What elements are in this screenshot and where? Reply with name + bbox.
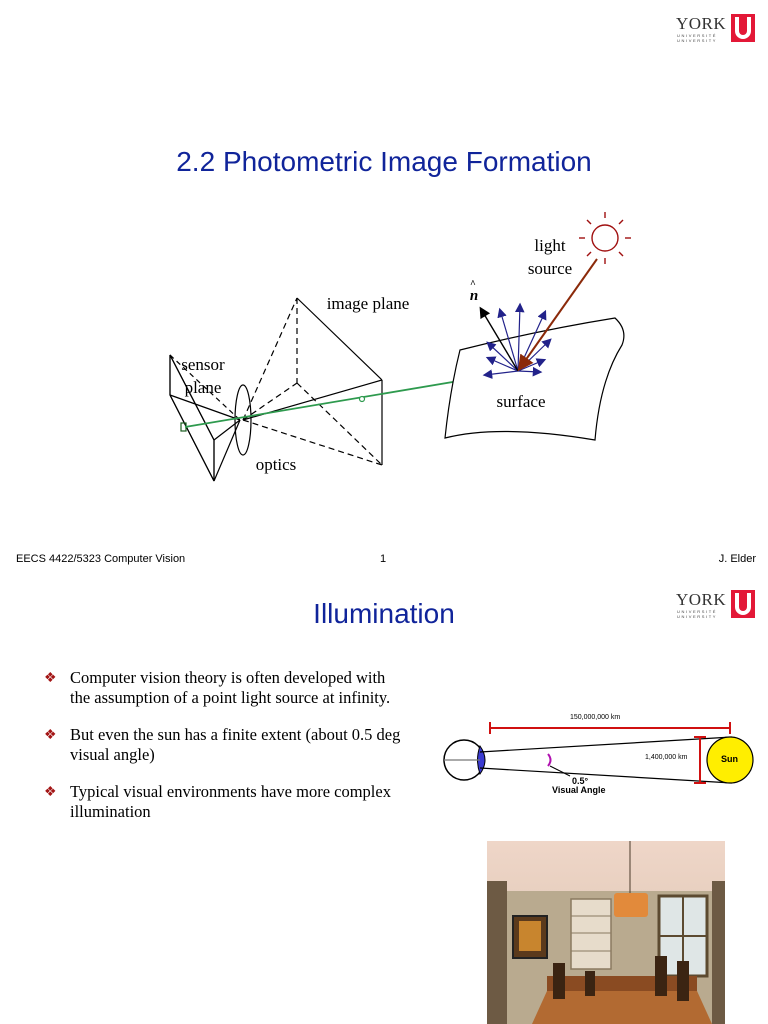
normal-label: ^ n [469,279,479,304]
bullet-list [44,668,404,839]
light-source-label: light source [527,236,573,278]
visual-angle-value: 0.5° [572,776,589,786]
bullet-item [44,668,404,708]
bullet-text: But even the sun has a finite extent (about 0.5 deg visual angle) [70,725,401,764]
logo-sub-line2-2: UNIVERSITY [677,614,718,619]
york-u-icon [731,14,755,42]
diamond-bullet-icon: ❖ [44,728,57,743]
bullet-text: Computer vision theory is often developed with the assumption of a point light source at infinity. [70,668,391,707]
sun-distance-label: 150,000,000 km [570,714,621,721]
diamond-bullet-icon: ❖ [44,785,57,800]
image-plane-label: image plane [326,294,410,313]
footer-page: 1 [380,553,387,565]
light-source-icon [579,212,631,264]
slide-2 [0,580,768,1024]
logo-word-2: YORK [676,590,727,609]
footer-course: EECS 4422/5323 Computer Vision [16,553,186,565]
logo-sub-line1: UNIVERSITÉ [677,33,718,38]
sensor-plane-label: sensor plane [181,355,225,397]
logo-sub-line2: UNIVERSITY [677,38,718,43]
image-plane-frustum [243,298,382,465]
logo-word: YORK [676,14,727,33]
dining-room-photo [487,841,725,1024]
bullet-item [44,725,404,765]
logo-subtext [677,33,717,43]
sun-label: Sun [721,754,738,764]
slide2-title: Illumination [313,598,455,629]
normal-label-text: n [469,288,479,304]
surface-label: surface [496,392,546,411]
bullet-item [44,782,404,822]
footer-author: J. Elder [718,553,756,565]
bullet-text: Typical visual environments have more complex illumination [70,782,391,821]
ray-image-point [360,397,365,402]
sun-diameter-label: 1,400,000 km [645,754,688,761]
slide-title: 2.2 Photometric Image Formation [176,146,592,177]
logo-sub-line1-2: UNIVERSITÉ [677,609,718,614]
image-formation-diagram [0,200,768,500]
visual-angle-label: Visual Angle [552,785,606,795]
york-logo [676,14,758,44]
diamond-bullet-icon: ❖ [44,671,57,686]
optics-label: optics [255,455,297,474]
